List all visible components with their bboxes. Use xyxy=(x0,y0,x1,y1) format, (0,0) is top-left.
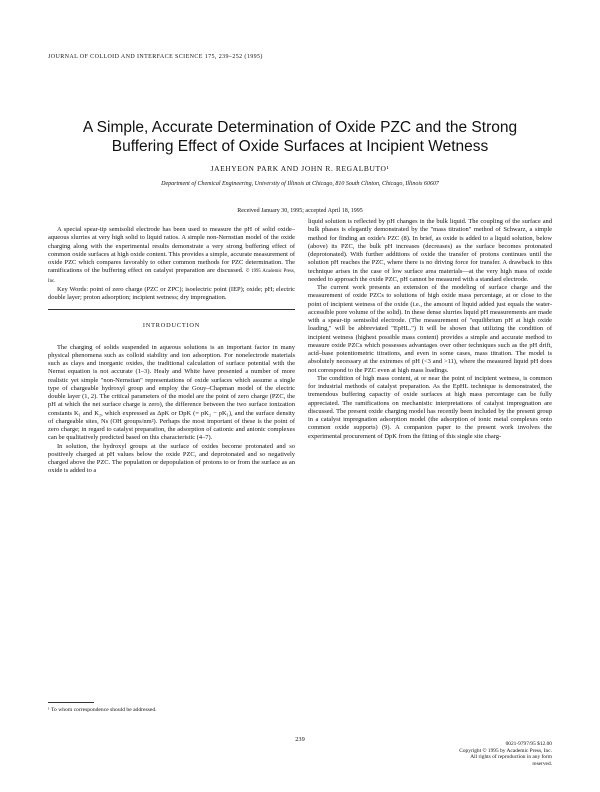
keywords: Key Words: point of zero charge (PZC or ZPC); isoelectric point (IEP); oxide; pH; electric double layer; proton adsorption; incipient wetness; dry impregnation. xyxy=(48,285,295,301)
section-heading-introduction: INTRODUCTION xyxy=(142,322,201,330)
affiliation: Department of Chemical Engineering, University of Illinois at Chicago, 810 South Clinton, Chicago, Illinois 60607 xyxy=(161,181,439,187)
footnote xyxy=(48,702,295,713)
body-left xyxy=(48,344,295,476)
copyright-block xyxy=(452,741,552,767)
paragraph: liquid solution is reflected by pH changes in the bulk liquid. The coupling of the surface and bulk phases is elegantly demonstrated by the "mass titration" method of Schwarz, a simple method for finding an oxide's PZC (8). In brief, as oxide is added to a liquid solution, below (above) its PZC, the bulk pH increases (decreases) as the surface becomes protonated (deprotonated). With further additions of oxide the transfer of protons continues until the solution pH reaches the PZC, where there is no driving force for transfer. A drawback to this technique arises in the case of low surface area materials—at the very high mass of oxide needed to approach the oxide PZC, pH cannot be measured with a standard electrode. xyxy=(308,218,552,283)
rights-line: All rights of reproduction in any form reserved. xyxy=(470,754,552,767)
paper-title: A Simple, Accurate Determination of Oxide PZC and the Strong Buffering Effect of Oxide Surfaces at Incipient Wetness xyxy=(82,119,518,155)
authors: JAEHYEON PARK AND JOHN R. REGALBUTO¹ xyxy=(210,164,390,173)
footnote-text: ¹ To whom correspondence should be addressed. xyxy=(48,707,157,713)
journal-header: JOURNAL OF COLLOID AND INTERFACE SCIENCE 175, 239–252 (1995) xyxy=(48,54,263,60)
paragraph: The current work presents an extension of the modeling of surface charge and the measurement of oxide PZCs to solutions of high oxide mass percentage, at or close to the point of incipient wetness of the oxide (i.e., the amount of liquid added just equals the water-accessible pore volume of the solid). In these dense slurries liquid pH measurements are made with a spear-tip semisolid electrode. (The measurement of "equilibrium pH at high oxide loading," will be abbreviated "EpHL.") It will be shown that utilizing the condition of incipient wetness (highest possible mass content) provides a simple and accurate method to measure oxide PZCs which possesses advantages over other techniques such as the pH drift, acid–base potentiometric titrations, and even in some cases, mass titration. The model is absolutely necessary at the extremes of pH (<3 and >11), where the measured liquid pH does not correspond to the PZC even at high mass loadings. xyxy=(308,284,552,374)
paragraph: The charging of solids suspended in aqueous solutions is an important factor in many physical phenomena such as colloid stability and ion adsorption. For nonelectrode materials such as clays and inorganic oxides, the traditional calculation of surface potential with the Nernst equation is not accurate (1–3). Healy and White have presented a number of more realistic yet simple "non-Nernstian" representations of oxide surfaces which assume a single type of chargeable hydroxyl group and employ the Gouy–Chapman model of the electric double layer (1, 2). The critical parameters of the model are the point of zero charge (PZC, the pH at which the net surface charge is zero), the difference between the two surface ionization constants K₁ and K₂, which expressed as ΔpK or DpK (= pK₂ − pK₁), and the surface density of chargeable sites, Ns (OH groups/nm²). Perhaps the most important of these is the point of zero charge; in regard to catalyst preparation, the adsorption of cationic and anionic complexes can be qualitatively predicted based on this characteristic (4–7). xyxy=(48,343,295,442)
abstract-divider xyxy=(48,309,295,310)
page-number: 239 xyxy=(295,736,305,743)
copyright-line: Copyright © 1995 by Academic Press, Inc. xyxy=(459,747,552,754)
received-date: Received January 30, 1995; accepted April 18, 1995 xyxy=(237,208,363,214)
abstract-copyright: © 1995 Academic Press, Inc. xyxy=(48,269,295,284)
right-column xyxy=(308,218,552,441)
abstract-text: A special spear-tip semisolid electrode has been used to measure the pH of solid oxide–aqueous slurries at very high solid to liquid ratios. A simple non-Nernstian model of the oxide charging along with the experimental results demonstrate a very strong buffering effect of common oxide surfaces at high oxide content. This provides a simple, accurate measurement of oxide PZC which compares favorably to other common methods for PZC determination. The ramifications of the buffering effect on catalyst preparation are discussed. © 1995 Academic Press, Inc. xyxy=(48,226,295,284)
issn: 0021-9797/95 $12.00 xyxy=(505,741,552,747)
footnote-rule xyxy=(48,702,94,703)
left-column xyxy=(48,226,295,476)
abstract xyxy=(48,226,295,302)
paragraph: In solution, the hydroxyl groups at the surface of oxides become protonated and so positively charged at pH values below the oxide PZC, and deprotonated and so negatively charged above the PZC. The population or depopulation of protons to or from the surface as an oxide is added to a xyxy=(48,442,295,475)
paragraph: The condition of high mass content, at or near the point of incipient wetness, is common for industrial methods of catalyst preparation. As the EpHL technique is demonstrated, the tremendous buffering capacity of oxide surfaces at high mass percentage can be fully appreciated. The ramifications on mechanistic interpretations of catalyst impregnation are discussed. The present oxide charging model has recently been included by the present group in a catalyst impregnation adsorption model (the adsorption of ionic metal complexes onto common oxide supports) (9). A companion paper to the present work involves the experimental procurement of DpK from the fitting of this single site charg- xyxy=(308,374,552,440)
